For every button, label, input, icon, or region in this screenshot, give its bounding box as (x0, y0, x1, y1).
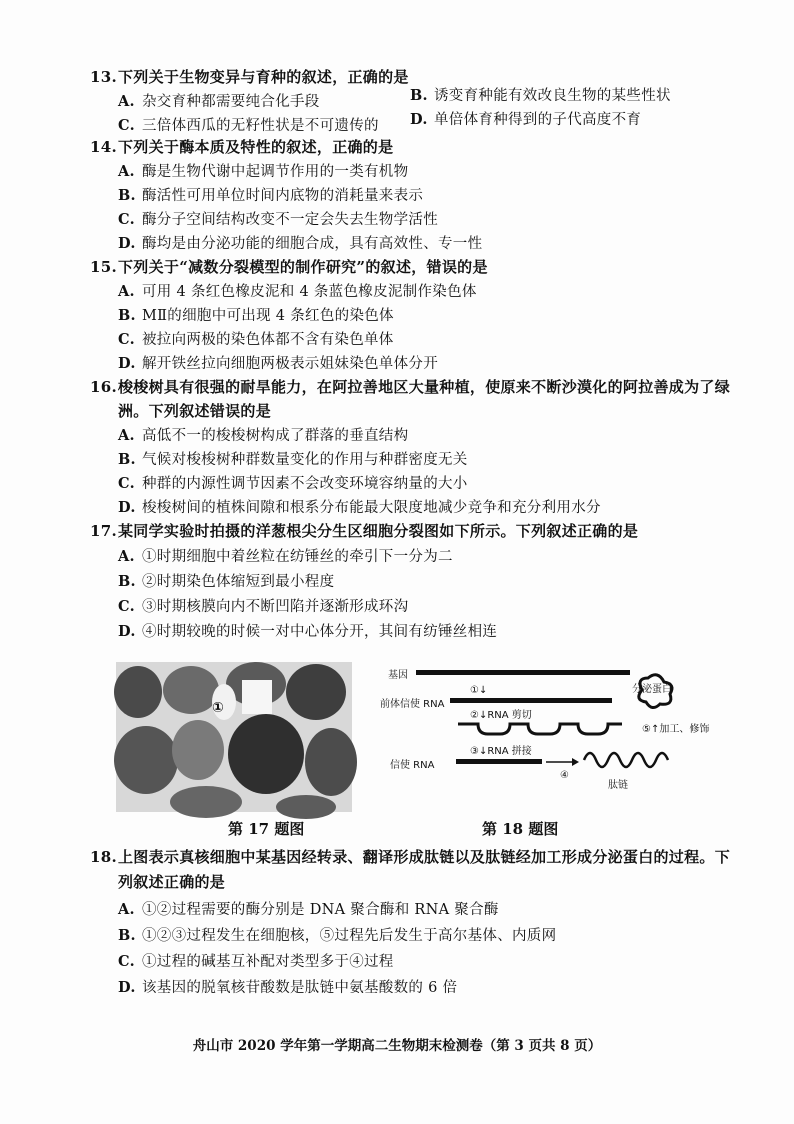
question-13-option-b: B. 诱变育种能有效改良生物的某些性状 (410, 87, 671, 104)
question-15-option-d: D. 解开铁丝拉向细胞两极表示姐妹染色单体分开 (118, 355, 438, 372)
question-14-option-b: B. 酶活性可用单位时间内底物的消耗量来表示 (118, 187, 424, 204)
page-footer: 舟山市 2020 学年第一学期高二生物期末检测卷（第 3 页共 8 页） (192, 1038, 602, 1054)
step-3-label: ③↓RNA 拼接 (470, 746, 532, 757)
question-15-stem: 15.下列关于“减数分裂模型的制作研究”的叙述，错误的是 (90, 258, 488, 276)
step-2-label: ②↓RNA 剪切 (470, 710, 532, 721)
cell-dark (114, 726, 178, 794)
cell-dark (276, 795, 336, 819)
question-13-option-c: C. 三倍体西瓜的无籽性状是不可遗传的 (118, 117, 379, 134)
question-17-option-a: A. ①时期细胞中着丝粒在纺锤丝的牵引下一分为二 (118, 548, 453, 565)
cell-dark (286, 664, 346, 720)
peptide-chain (584, 753, 668, 767)
question-16-stem: 16.梭梭树具有很强的耐旱能力，在阿拉善地区大量种植，使原来不断沙漠化的阿拉善成为了绿 (90, 378, 731, 396)
cell-dark (170, 786, 242, 818)
step-5-label: ⑤↑加工、修饰 (642, 724, 710, 735)
question-14-stem: 14.下列关于酶本质及特性的叙述，正确的是 (90, 138, 394, 156)
figure-18-diagram (380, 662, 710, 802)
question-18-stem: 18.上图表示真核细胞中某基因经转录、翻译形成肽链以及肽链经加工形成分泌蛋白的过程。下 (90, 848, 731, 866)
figure-18-caption: 第 18 题图 (482, 820, 559, 838)
question-14-option-c: C. 酶分子空间结构改变不一定会失去生物学活性 (118, 211, 438, 228)
question-14-option-d: D. 酶均是由分泌功能的细胞合成，具有高效性、专一性 (118, 235, 483, 252)
step-4-label: ④ (560, 770, 569, 781)
question-18-option-c: C. ①过程的碱基互补配对类型多于④过程 (118, 953, 394, 970)
pre-mrna-bar (450, 698, 612, 703)
spliced-rna-strand (458, 724, 622, 734)
question-14-option-a: A. 酶是生物代谢中起调节作用的一类有机物 (118, 163, 409, 180)
arrow-head (572, 758, 579, 766)
question-17-option-b: B. ②时期染色体缩短到最小程度 (118, 573, 335, 590)
figure-17-micrograph (116, 662, 352, 812)
question-16-option-b: B. 气候对梭梭树种群数量变化的作用与种群密度无关 (118, 451, 468, 468)
cell-dark (228, 714, 304, 794)
gene-bar (416, 670, 630, 675)
question-17-option-d: D. ④时期较晚的时候一对中心体分开，其间有纺锤丝相连 (118, 623, 498, 640)
question-17-option-c: C. ③时期核膜向内不断凹陷并逐渐形成环沟 (118, 598, 409, 615)
question-17-stem: 17.某同学实验时拍摄的洋葱根尖分生区细胞分裂图如下所示。下列叙述正确的是 (90, 522, 639, 540)
question-18-option-a: A. ①②过程需要的酶分别是 DNA 聚合酶和 RNA 聚合酶 (118, 901, 499, 918)
question-13-option-a: A. 杂交育种都需要纯合化手段 (118, 93, 320, 110)
secretory-protein-label: 分泌蛋白 (632, 684, 672, 695)
question-15-option-b: B. MⅡ的细胞中可出现 4 条红色的染色体 (118, 307, 394, 324)
question-16-stem-continued: 洲。下列叙述错误的是 (118, 402, 272, 420)
question-18-stem-continued: 列叙述正确的是 (118, 873, 226, 891)
peptide-label: 肽链 (608, 780, 628, 791)
mrna-label: 信使 RNA (390, 760, 435, 771)
question-16-option-a: A. 高低不一的梭梭树构成了群落的垂直结构 (118, 427, 409, 444)
pre-mrna-label: 前体信使 RNA (380, 699, 445, 710)
step-1-label: ①↓ (470, 685, 488, 696)
cell-dark (163, 666, 219, 714)
figure-17-label-one: ① (212, 700, 224, 716)
label-patch (242, 680, 272, 714)
cell-dark (114, 666, 162, 718)
gene-label: 基因 (388, 670, 408, 681)
figure-17-caption: 第 17 题图 (228, 820, 305, 838)
question-16-option-c: C. 种群的内源性调节因素不会改变环境容纳量的大小 (118, 475, 468, 492)
cell-dark (172, 720, 224, 780)
question-15-option-c: C. 被拉向两极的染色体都不含有染色单体 (118, 331, 394, 348)
question-16-option-d: D. 梭梭树间的植株间隙和根系分布能最大限度地减少竞争和充分利用水分 (118, 499, 601, 516)
question-13-stem: 13.下列关于生物变异与育种的叙述，正确的是 (90, 68, 409, 86)
question-18-option-b: B. ①②③过程发生在细胞核，⑤过程先后发生于高尔基体、内质网 (118, 927, 557, 944)
cell-dark (305, 728, 357, 796)
question-18-option-d: D. 该基因的脱氧核苷酸数是肽链中氨基酸数的 6 倍 (118, 979, 458, 996)
mrna-bar (456, 759, 542, 764)
question-15-option-a: A. 可用 4 条红色橡皮泥和 4 条蓝色橡皮泥制作染色体 (118, 283, 477, 300)
question-13-option-d: D. 单倍体育种得到的子代高度不育 (410, 111, 642, 128)
